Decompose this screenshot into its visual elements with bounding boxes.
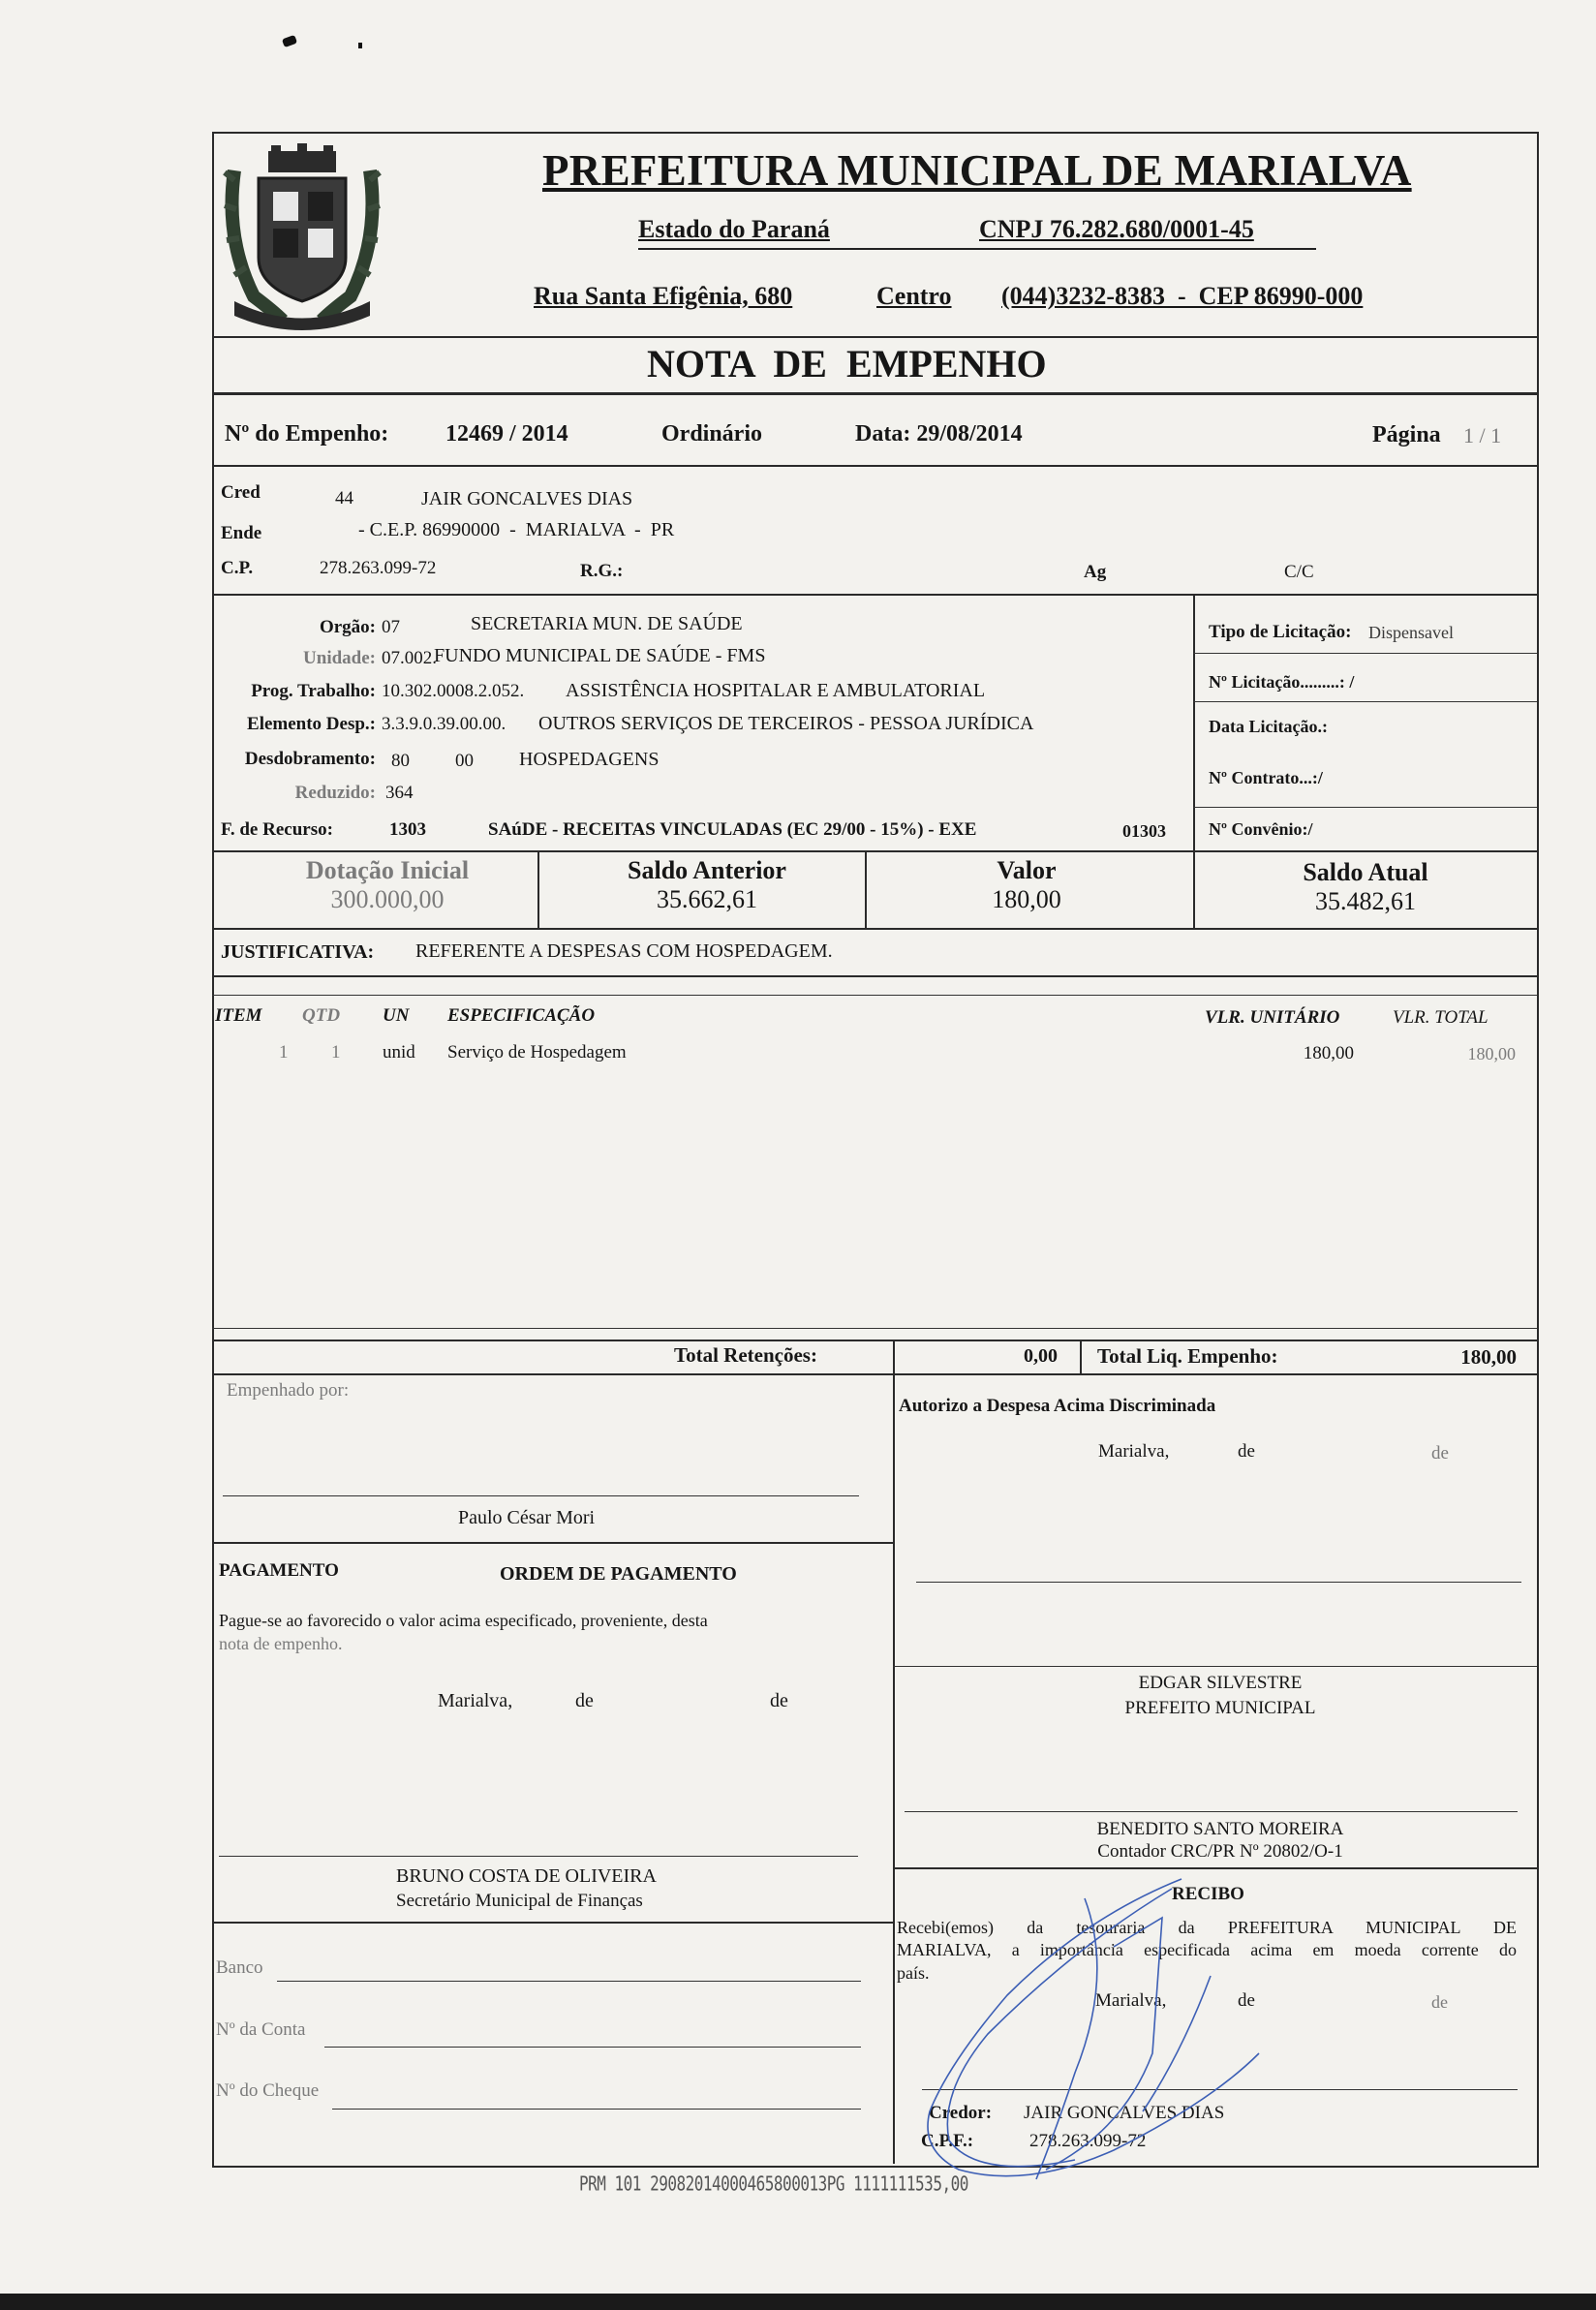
autorizo-label: Autorizo a Despesa Acima Discriminada <box>899 1396 1216 1416</box>
empenhado-label: Empenhado por: <box>227 1380 350 1401</box>
autorizo-de1: de <box>1238 1441 1255 1462</box>
divider <box>212 1340 1537 1341</box>
item-spec: Serviço de Hospedagem <box>447 1042 627 1063</box>
budget-divider <box>1193 594 1195 851</box>
total-price-header: VLR. TOTAL <box>1393 1007 1489 1028</box>
divider <box>1193 701 1537 702</box>
orgao-desc: SECRETARIA MUN. DE SAÚDE <box>471 613 743 634</box>
recibo-de2: de <box>1431 1992 1448 2012</box>
reduzido-code: 364 <box>385 783 414 803</box>
signature-line <box>219 1856 858 1857</box>
conta-line[interactable] <box>324 2047 861 2048</box>
tipo-licitacao-label: Tipo de Licitação: <box>1209 622 1352 642</box>
pagamento-de1: de <box>575 1690 594 1711</box>
secretario-name: BRUNO COSTA DE OLIVEIRA <box>396 1865 657 1887</box>
divider <box>212 336 1537 338</box>
pagamento-text-2: nota de empenho. <box>219 1634 343 1653</box>
prog-desc: ASSISTÊNCIA HOSPITALAR E AMBULATORIAL <box>566 680 986 701</box>
cheque-label: Nº do Cheque <box>216 2080 320 2101</box>
prefeito-name: EDGAR SILVESTRE <box>1138 1673 1303 1693</box>
liq-empenho-label: Total Liq. Empenho: <box>1097 1344 1278 1368</box>
totals-divider <box>893 1340 895 1373</box>
valor-label: Valor <box>997 856 1057 884</box>
banco-line[interactable] <box>277 1981 861 1982</box>
item-header: ITEM <box>215 1005 262 1026</box>
unidade-code: 07.002. <box>382 648 437 668</box>
orgao-label: Orgão: <box>319 617 376 637</box>
justificativa-text: REFERENTE A DESPESAS COM HOSPEDAGEM. <box>415 940 833 962</box>
rg-label: R.G.: <box>580 561 624 581</box>
prefeito-role: PREFEITO MUNICIPAL <box>1124 1698 1316 1718</box>
recurso-desc: SAúDE - RECEITAS VINCULADAS (EC 29/00 - 15%) - EXE <box>488 819 977 840</box>
item-number: 1 <box>279 1042 289 1063</box>
item-total-price: 180,00 <box>1467 1044 1516 1063</box>
page-label: Página <box>1372 422 1441 447</box>
cc-label: C/C <box>1284 562 1314 582</box>
coat-of-arms-logo <box>215 141 389 335</box>
end-label: Ende <box>221 523 262 543</box>
recibo-city: Marialva, <box>1095 1990 1167 2011</box>
desdobramento-code: 80 <box>391 751 410 771</box>
signature-line <box>905 1811 1518 1812</box>
empenho-number: 12469 / 2014 <box>445 421 568 447</box>
cred-code: 44 <box>335 488 353 508</box>
phone-cep-label: (044)3232-8383 - CEP 86990-000 <box>1001 282 1364 310</box>
balance-divider <box>1193 850 1195 928</box>
qtd-header: QTD <box>302 1005 341 1026</box>
balance-divider <box>537 850 539 928</box>
pagamento-text-1: Pague-se ao favorecido o valor acima especificado, proveniente, desta <box>219 1611 708 1630</box>
valor-value: 180,00 <box>992 885 1061 913</box>
divider <box>1193 653 1537 654</box>
recurso-label: F. de Recurso: <box>221 819 333 840</box>
cnpj-label: CNPJ 76.282.680/0001-45 <box>979 215 1254 243</box>
cheque-line[interactable] <box>332 2109 861 2110</box>
justificativa-label: JUSTIFICATIVA: <box>221 941 375 963</box>
un-header: UN <box>383 1005 410 1026</box>
retencoes-label: Total Retenções: <box>674 1343 817 1367</box>
divider <box>212 1542 893 1544</box>
desdobramento-label: Desdobramento: <box>244 749 376 769</box>
unidade-desc: FUNDO MUNICIPAL DE SAÚDE - FMS <box>434 645 766 666</box>
header-underline-1 <box>638 248 1316 250</box>
numero-convenio: Nº Convênio:/ <box>1209 819 1313 839</box>
orgao-code: 07 <box>382 617 400 637</box>
totals-divider <box>1080 1340 1082 1373</box>
credor-value: JAIR GONCALVES DIAS <box>1024 2103 1225 2123</box>
item-unit: unid <box>383 1042 415 1063</box>
retencoes-value: 0,00 <box>1024 1345 1058 1367</box>
page-value: 1 / 1 <box>1463 423 1502 447</box>
desdobramento-desc: HOSPEDAGENS <box>519 749 660 770</box>
signature-line <box>223 1495 859 1496</box>
divider <box>212 995 1537 996</box>
prog-label: Prog. Trabalho: <box>251 681 376 701</box>
divider <box>893 1666 1537 1667</box>
empenho-label: Nº do Empenho: <box>225 421 389 447</box>
footer-code: PRM 101 29082014000465800013PG 1111111535,00 <box>579 2171 968 2196</box>
address-label: Rua Santa Efigênia, 680 <box>534 282 793 310</box>
divider <box>212 1373 1537 1375</box>
data-licitacao: Data Licitação.: <box>1209 717 1328 736</box>
cpf-value: 278.263.099-72 <box>320 558 437 578</box>
secretario-role: Secretário Municipal de Finanças <box>396 1891 643 1911</box>
tipo-licitacao-value: Dispensavel <box>1368 623 1454 642</box>
saldo-atual-label: Saldo Atual <box>1303 858 1428 886</box>
desdobramento-code2: 00 <box>455 751 474 771</box>
unit-price-header: VLR. UNITÁRIO <box>1205 1007 1340 1028</box>
saldo-atual-value: 35.482,61 <box>1315 887 1416 915</box>
document-title: NOTA DE EMPENHO <box>647 342 1047 385</box>
divider <box>212 1328 1537 1329</box>
elemento-code: 3.3.9.0.39.00.00. <box>382 714 506 734</box>
banco-label: Banco <box>216 1957 263 1978</box>
item-unit-price: 180,00 <box>1303 1043 1354 1063</box>
numero-contrato: Nº Contrato...:/ <box>1209 768 1323 787</box>
elemento-label: Elemento Desp.: <box>247 714 376 734</box>
spec-header: ESPECIFICAÇÃO <box>447 1005 596 1026</box>
recurso-code2: 01303 <box>1122 821 1166 841</box>
state-label: Estado do Paraná <box>638 215 830 243</box>
pagamento-label: PAGAMENTO <box>219 1560 339 1581</box>
divider <box>212 465 1537 467</box>
recurso-code: 1303 <box>389 819 426 840</box>
scan-mark <box>282 35 297 47</box>
pagamento-city: Marialva, <box>438 1690 513 1711</box>
ag-label: Ag <box>1084 562 1107 582</box>
handwritten-signature <box>891 1860 1317 2199</box>
cpf-label: C.P. <box>221 558 254 578</box>
scan-dot <box>358 43 362 48</box>
contador-name: BENEDITO SANTO MOREIRA <box>1096 1819 1344 1839</box>
scan-shadow <box>0 2294 1596 2310</box>
recibo-line-3: país. <box>897 1963 930 1983</box>
autorizo-de2: de <box>1431 1443 1449 1463</box>
reduzido-label: Reduzido: <box>294 783 376 803</box>
saldo-anterior-label: Saldo Anterior <box>628 856 786 884</box>
saldo-anterior-value: 35.662,61 <box>657 885 757 913</box>
recibo-line-1: Recebi(emos) da tesouraria da PREFEITURA MUNICIPAL DE <box>897 1918 1517 1937</box>
liq-empenho-value: 180,00 <box>1460 1345 1517 1369</box>
elemento-desc: OUTROS SERVIÇOS DE TERCEIROS - PESSOA JURÍDICA <box>538 713 1034 734</box>
balance-divider <box>865 850 867 928</box>
prefeitura-title: PREFEITURA MUNICIPAL DE MARIALVA <box>542 146 1412 195</box>
signature-line <box>916 1582 1521 1583</box>
unidade-label: Unidade: <box>303 648 376 668</box>
dotacao-label: Dotação Inicial <box>305 856 470 884</box>
divider <box>1193 807 1537 808</box>
divider <box>212 928 1537 930</box>
autorizo-city: Marialva, <box>1098 1441 1170 1462</box>
divider <box>212 850 1537 852</box>
empenho-date: Data: 29/08/2014 <box>855 421 1023 447</box>
credor-label: Credor: <box>929 2103 993 2123</box>
recibo-cpf-label: C.P.F.: <box>921 2131 974 2151</box>
end-value: - C.E.P. 86990000 - MARIALVA - PR <box>358 519 675 540</box>
recibo-line-2: MARIALVA, a importância especificada acima em moeda corrente do <box>897 1940 1517 1959</box>
divider <box>212 594 1537 596</box>
divider <box>212 975 1537 977</box>
recibo-cpf-value: 278.263.099-72 <box>1029 2131 1147 2151</box>
pagamento-de2: de <box>770 1690 788 1711</box>
conta-label: Nº da Conta <box>216 2019 306 2040</box>
empenhado-name: Paulo César Mori <box>458 1507 596 1528</box>
district-label: Centro <box>876 282 952 310</box>
recibo-de1: de <box>1238 1990 1255 2011</box>
recibo-title: RECIBO <box>1172 1884 1244 1904</box>
ordem-pagamento-title: ORDEM DE PAGAMENTO <box>500 1563 737 1585</box>
cred-name: JAIR GONCALVES DIAS <box>421 488 633 509</box>
contador-role: Contador CRC/PR Nº 20802/O-1 <box>1097 1841 1343 1862</box>
numero-licitacao: Nº Licitação.........: / <box>1209 672 1355 692</box>
dotacao-value: 300.000,00 <box>330 885 445 913</box>
prog-code: 10.302.0008.2.052. <box>382 681 525 701</box>
empenho-type: Ordinário <box>661 421 763 447</box>
divider <box>212 392 1537 395</box>
item-qty: 1 <box>331 1042 341 1063</box>
cred-label: Cred <box>221 482 261 503</box>
divider <box>212 1922 893 1924</box>
